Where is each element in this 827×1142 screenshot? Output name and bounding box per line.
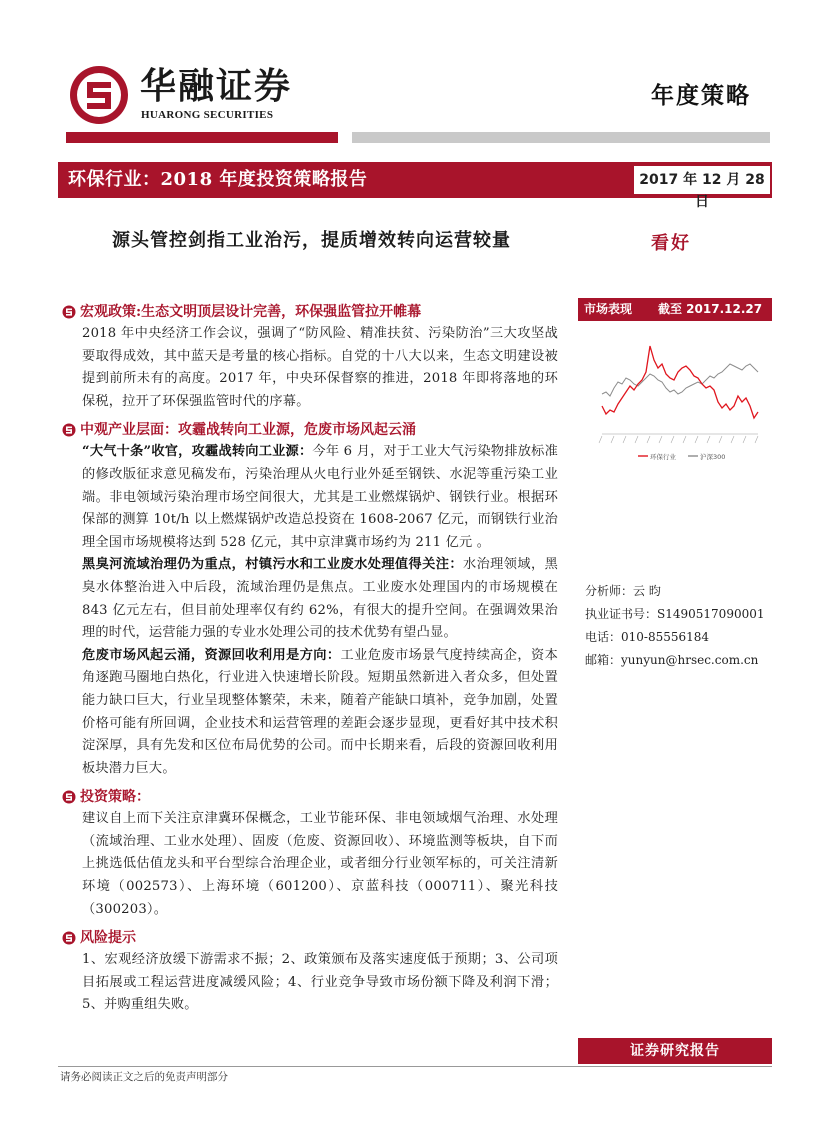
report-subtitle: 源头管控剑指工业治污，提质增效转向运营较量: [112, 230, 511, 251]
analyst-email[interactable]: yunyun@hrsec.com.cn: [621, 653, 759, 667]
paragraph-lead: 黑臭河流域治理仍为重点，村镇污水和工业废水处理值得关注：: [82, 557, 463, 573]
paragraph-text: 今年 6 月，对于工业大气污染物排放标准的修改版征求意见稿发布，污染治理从火电行业外延至钢铁、水泥等重污染工业端。非电领域污染治理市场空间很大，尤其是工业燃煤锅炉、钢铁行业。根据环保部的测算 10t/h 以上燃煤锅炉改造总投资在 1608-2067 亿元，而钢铁行业治理全国市场规模将达到 528 亿元，其中京津冀市场约为 211 亿元 。: [82, 444, 558, 550]
analyst-name: 云 昀: [633, 584, 661, 598]
analyst-info: [585, 580, 775, 672]
analyst-name-row: [585, 580, 775, 603]
analyst-phone: 010-85556184: [621, 630, 710, 644]
market-label: 市场表现: [584, 302, 633, 316]
section-heading-text: 中观产业层面：攻霾战转向工业源，危废市场风起云涌: [80, 422, 416, 439]
section-bullet-icon: [62, 790, 76, 804]
chart-x-tick: [695, 436, 698, 443]
chart-legend-label: 环保行业: [650, 453, 676, 461]
section-heading-industry: [62, 419, 558, 441]
paragraph-text: 2018 年中央经济工作会议，强调了“防风险、精准扶贫、污染防治”三大攻坚战要取得成效，其中蓝天是考量的核心指标。自党的十八大以来，生态文明建设被提到前所未有的高度。2017 年，中央环保督察的推进，2018 年即将落地的环保税，拉开了环保强监管时代的序幕。: [82, 326, 558, 409]
chart-x-tick: [743, 436, 746, 443]
chart-x-tick: [755, 436, 758, 443]
paragraph-text: 建议自上而下关注京津冀环保概念，工业节能环保、非电领域烟气治理、水处理（流域治理、工业水处理）、固废（危废、资源回收）、环境监测等板块，自下而上挑选低估值龙头和平台型综合治理企业，或者细分行业领军标的，可关注清新环境（002573）、上海环境（601200）、京蓝科技（000711）、聚光科技（300203）。: [82, 811, 558, 917]
report-title: 环保行业：2018 年度投资策略报告: [68, 169, 368, 190]
section-bullet-icon: [62, 423, 76, 437]
section-heading-text: 风险提示: [80, 930, 136, 947]
header-bar-red: [66, 132, 338, 143]
section-heading-risk: [62, 927, 558, 949]
chart-x-tick: [707, 436, 710, 443]
paragraph-lead: “大气十条”收官，攻霾战转向工业源：: [82, 444, 313, 460]
brand-name-en: HUARONG SECURITIES: [141, 109, 274, 121]
chart-x-tick: [635, 436, 638, 443]
section-bullet-icon: [62, 931, 76, 945]
industry-rating: 看好: [651, 233, 691, 254]
chart-x-tick: [623, 436, 626, 443]
report-type-label: 证券研究报告: [630, 1043, 720, 1059]
analyst-cert-label: 执业证书号：: [585, 607, 658, 621]
paragraph: [62, 645, 558, 781]
paragraph: [62, 554, 558, 644]
chart-x-tick: [731, 436, 734, 443]
paragraph: [62, 441, 558, 554]
main-content: [62, 301, 558, 1017]
paragraph-lead: 危废市场风起云涌，资源回收利用是方向：: [82, 647, 341, 663]
header-bar-gray: [352, 132, 770, 143]
footer-divider: [58, 1066, 772, 1067]
market-performance-chart: [586, 326, 766, 474]
report-date: 2017 年 12 月 28 日: [639, 172, 765, 210]
brand-name-cn: 华融证券: [140, 65, 293, 107]
analyst-name-label: 分析师：: [585, 584, 634, 598]
analyst-phone-label: 电话：: [585, 630, 622, 644]
paragraph: [62, 323, 558, 413]
section-heading-strategy: [62, 786, 558, 808]
section-heading-text: 投资策略：: [80, 789, 150, 806]
chart-series-line-1: [602, 364, 758, 396]
analyst-email-label: 邮箱：: [585, 653, 622, 667]
chart-x-tick: [599, 436, 602, 443]
chart-series-line-0: [602, 346, 758, 418]
analyst-email-row: [585, 649, 775, 672]
chart-x-tick: [611, 436, 614, 443]
section-heading-text: 宏观政策:生态文明顶层设计完善，环保强监管拉开帷幕: [80, 304, 422, 320]
paragraph: [62, 808, 558, 921]
section-heading-macro: [62, 301, 558, 323]
paragraph-text: 1、宏观经济放缓下游需求不振；2、政策颁布及落实速度低于预期；3、公司项目拓展或工程运营进度减缓风险；4、行业竞争导致市场份额下降及利润下滑；5、并购重组失败。: [82, 952, 558, 1013]
analyst-cert-row: [585, 603, 775, 626]
analyst-phone-row: [585, 626, 775, 649]
analyst-cert: S1490517090001: [657, 607, 765, 621]
document-type: 年度策略: [651, 82, 751, 109]
chart-legend-label: 沪深300: [700, 453, 726, 461]
chart-x-tick: [719, 436, 722, 443]
paragraph-text: 工业危废市场景气度持续高企，资本角逐跑马圈地白热化，行业进入快速增长阶段。短期虽然新进入者众多，但处置能力缺口巨大，行业呈现整体繁荣，未来，随着产能缺口填补，竞争加剧，处置价格可能有所回调，企业技术和运营管理的差距会逐步显现，更看好其中技术积淀深厚，具有先发和区位布局优势的公司。而中长期来看，后段的资源回收利用板块潜力巨大。: [82, 647, 558, 776]
chart-x-tick: [647, 436, 650, 443]
section-bullet-icon: [62, 305, 76, 319]
paragraph: [62, 949, 558, 1017]
huarong-logo-icon: [68, 64, 130, 126]
chart-x-tick: [683, 436, 686, 443]
paragraph-text: 水治理领域，黑臭水体整治进入中后段，流域治理仍是焦点。工业废水处理国内的市场规模在 843 亿元左右，但目前处理率仅有约 62%，有很大的提升空间。在强调效果治理的时代，运营能力强的专业水处理公司的技术优势有望凸显。: [82, 557, 558, 641]
chart-x-tick: [671, 436, 674, 443]
market-date: 截至 2017.12.27: [658, 302, 763, 316]
footer-disclaimer: 请务必阅读正文之后的免责声明部分: [60, 1071, 228, 1083]
chart-x-tick: [659, 436, 662, 443]
